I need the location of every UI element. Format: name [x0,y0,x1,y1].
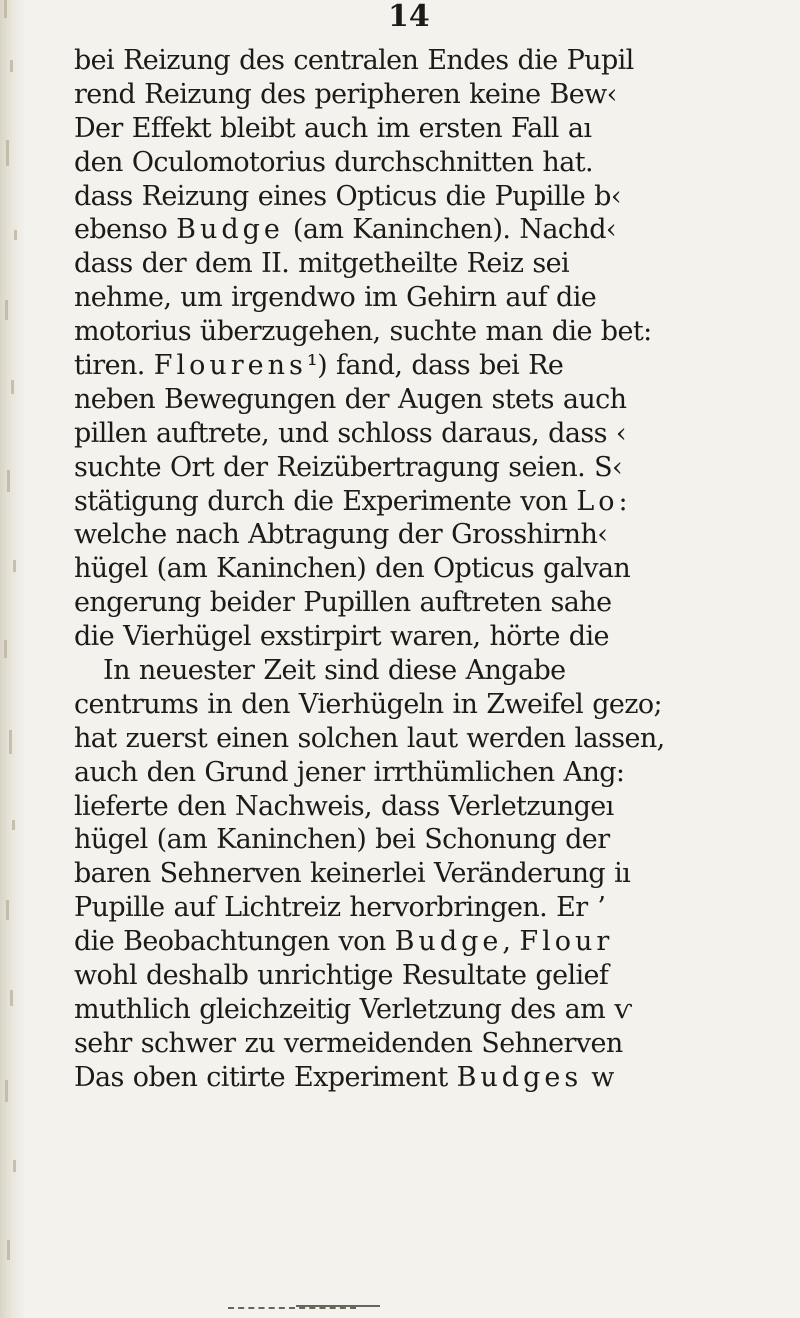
text-segment: , [502,926,520,958]
text-segment: (am Kaninchen). Nachd‹ [283,214,617,246]
text-line: hügel (am Kaninchen) den Opticus galvan [74,553,631,585]
body-text [74,44,800,1095]
binding-mark [4,640,7,658]
text-line: pillen auftrete, und schloss daraus, dass ‹ [74,417,627,449]
text-line: Der Effekt bleibt auch im ersten Fall aı [74,112,592,144]
text-line: welche nach Abtragung der Grosshirnh‹ [74,519,608,551]
spaced-name: Budge [394,926,503,958]
binding-mark [7,1240,10,1260]
text-segment: w [582,1061,614,1093]
binding-mark [5,1080,8,1102]
text-line: Pupille auf Lichtreiz hervorbringen. Er ʼ [74,892,605,924]
text-line: baren Sehnerven keinerlei Veränderung iı [74,858,631,890]
text-line: bei Reizung des centralen Endes die Pupil [74,45,634,76]
binding-mark [10,60,13,72]
text-line: dass Reizung eines Opticus die Pupille b‹ [74,180,622,212]
binding-mark [6,900,9,920]
text-line: In neuester Zeit sind diese Angabe [103,655,566,687]
footnote-rule [228,1307,356,1309]
text-line: nehme, um irgendwo im Gehirn auf die [74,282,597,314]
text-segment: die Beobachtungen von [74,926,395,958]
text-line [74,485,800,519]
text-line: suchte Ort der Reizübertragung seien. S‹ [74,451,623,483]
text-line: wohl deshalb unrichtige Resultate gelief [74,960,609,992]
binding-mark [5,300,8,320]
spaced-name: Budge [176,214,284,246]
binding-mark [12,820,15,830]
text-segment: tiren. [74,350,154,382]
text-line [74,1061,800,1095]
binding-mark [10,990,13,1006]
text-line: hügel (am Kaninchen) bei Schonung der [74,824,610,856]
spaced-name: Flourens [153,350,307,382]
text-line: den Oculomotorius durchschnitten hat. [74,146,593,178]
text-line: engerung beider Pupillen auftreten sahe [74,587,612,619]
text-line [74,349,800,383]
text-line: centrums in den Vierhügeln in Zweifel gezo; [74,688,663,720]
text-line: auch den Grund jener irrthümlichen Ang: [74,756,625,788]
spaced-name: Lo: [576,485,632,517]
text-line: muthlich gleichzeitig Verletzung des am ѵ [74,993,632,1025]
binding-mark [14,230,17,240]
text-line [74,213,800,247]
text-segment: ¹) fand, dass bei Re [306,350,564,382]
text-segment: ebenso [74,214,177,246]
text-line: lieferte den Nachweis, dass Verletzungeı [74,790,614,822]
footnote-rule-segment [296,1305,380,1307]
binding-mark [9,730,12,754]
text-line: neben Bewegungen der Augen stets auch [74,383,627,415]
binding-mark [7,470,10,492]
binding-mark [13,1160,16,1172]
text-line [74,925,800,959]
text-line: rend Reizung des peripheren keine Bew‹ [74,78,617,110]
binding-mark [4,0,7,18]
text-segment: Das oben citirte Experiment [74,1061,457,1093]
page-number: 14 [388,0,430,34]
book-binding-edge [0,0,26,1318]
spaced-name: Flour [519,926,614,958]
binding-mark [13,560,16,572]
spaced-name: Budges [456,1061,583,1093]
text-segment: stätigung durch die Experimente von [74,485,577,517]
text-line: sehr schwer zu vermeidenden Sehnerven [74,1027,623,1059]
text-line: die Vierhügel exstirpirt waren, hörte die [74,621,609,653]
binding-mark [11,380,14,394]
text-line: hat zuerst einen solchen laut werden lassen, [74,722,665,754]
binding-mark [6,140,9,166]
text-line: dass der dem II. mitgetheilte Reiz sei [74,248,570,280]
text-line: motorius überzugehen, suchte man die bet: [74,316,652,348]
